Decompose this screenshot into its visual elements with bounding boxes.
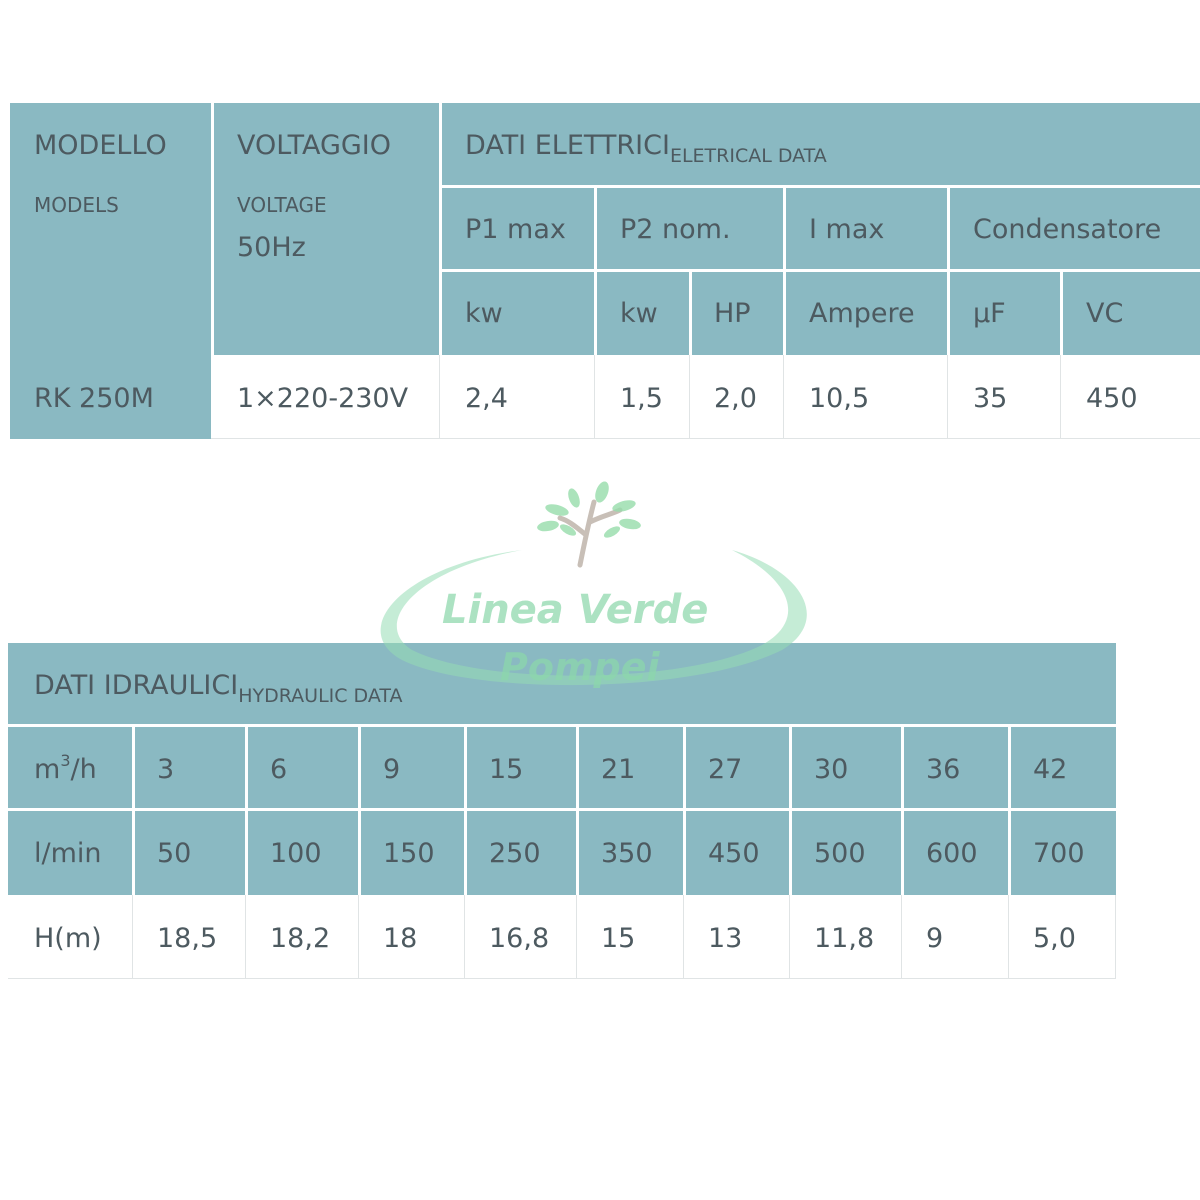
- head-cell: 18,2: [270, 923, 331, 954]
- flow-m3h-cell: 21: [601, 754, 636, 785]
- flow-lmin-cell: 250: [489, 838, 541, 869]
- flow-lmin-cell: 700: [1033, 838, 1085, 869]
- flow-lmin-cell: 500: [814, 838, 866, 869]
- flow-m3h-cell: 36: [926, 754, 961, 785]
- p1-value: 2,4: [465, 383, 508, 414]
- voltage-header: VOLTAGGIO: [237, 130, 392, 161]
- flow-lmin-cell: 450: [708, 838, 760, 869]
- model-header-en: MODELS: [34, 193, 119, 217]
- head-cell: 18: [383, 923, 418, 954]
- model-header: MODELLO: [34, 130, 167, 161]
- model-value: RK 250M: [34, 383, 154, 414]
- p2-kw-unit: kw: [620, 298, 658, 329]
- i-max-header: I max: [809, 214, 885, 245]
- flow-lmin-cell: 600: [926, 838, 978, 869]
- head-label: H(m): [34, 923, 102, 954]
- electrical-data-header: DATI $ELETTRICI_{ELETRICAL DATA}$: [465, 130, 827, 167]
- electrical-data-table: [10, 103, 1200, 439]
- linea-verde-logo: [362, 480, 818, 710]
- flow-m3h-label: $m^3/h$: [34, 751, 97, 785]
- frequency-label: 50Hz: [237, 232, 306, 263]
- head-cell: 15: [601, 923, 636, 954]
- flow-lmin-cell: 50: [157, 838, 192, 869]
- capacitor-header: Condensatore: [973, 214, 1162, 245]
- head-cell: 18,5: [157, 923, 218, 954]
- imax-unit: Ampere: [809, 298, 915, 329]
- p2-nom-header: P2 nom.: [620, 214, 731, 245]
- hydraulic-data-header: DATI $IDRAULICI_{HYDRAULIC DATA}$: [34, 670, 403, 707]
- capacitor-vc-unit: VC: [1086, 298, 1124, 329]
- voltage-value: 1×220-230V: [237, 383, 409, 414]
- flow-m3h-cell: 6: [270, 754, 288, 785]
- p2-hp-unit: HP: [714, 298, 751, 329]
- hydraulic-data-header-en: HYDRAULIC DATA: [238, 685, 403, 707]
- flow-lmin-cell: 350: [601, 838, 653, 869]
- p1-max-header: P1 max: [465, 214, 566, 245]
- imax-value: 10,5: [809, 383, 870, 414]
- head-cell: 5,0: [1033, 923, 1076, 954]
- logo-text-line1: Linea Verde: [442, 587, 709, 633]
- flow-lmin-label: l/min: [34, 838, 102, 869]
- flow-lmin-cell: 150: [383, 838, 435, 869]
- flow-m3h-cell: 30: [814, 754, 849, 785]
- flow-m3h-cell: 27: [708, 754, 743, 785]
- flow-lmin-cell: 100: [270, 838, 322, 869]
- p2-hp-value: 2,0: [714, 383, 757, 414]
- p2-kw-value: 1,5: [620, 383, 663, 414]
- logo-text-line2: Pompei: [500, 645, 660, 689]
- head-cell: 13: [708, 923, 743, 954]
- capacitor-vc-value: 450: [1086, 383, 1138, 414]
- head-cell: 16,8: [489, 923, 550, 954]
- head-cell: 11,8: [814, 923, 875, 954]
- flow-m3h-cell: 42: [1033, 754, 1068, 785]
- flow-m3h-cell: 15: [489, 754, 524, 785]
- electrical-data-header-en: ELETRICAL DATA: [669, 145, 827, 167]
- capacitor-uf-unit: µF: [973, 298, 1006, 329]
- p1-unit: kw: [465, 298, 503, 329]
- flow-m3h-cell: 3: [157, 754, 175, 785]
- head-cell: 9: [926, 923, 944, 954]
- capacitor-uf-value: 35: [973, 383, 1008, 414]
- flow-m3h-cell: 9: [383, 754, 401, 785]
- voltage-header-en: VOLTAGE: [237, 193, 327, 217]
